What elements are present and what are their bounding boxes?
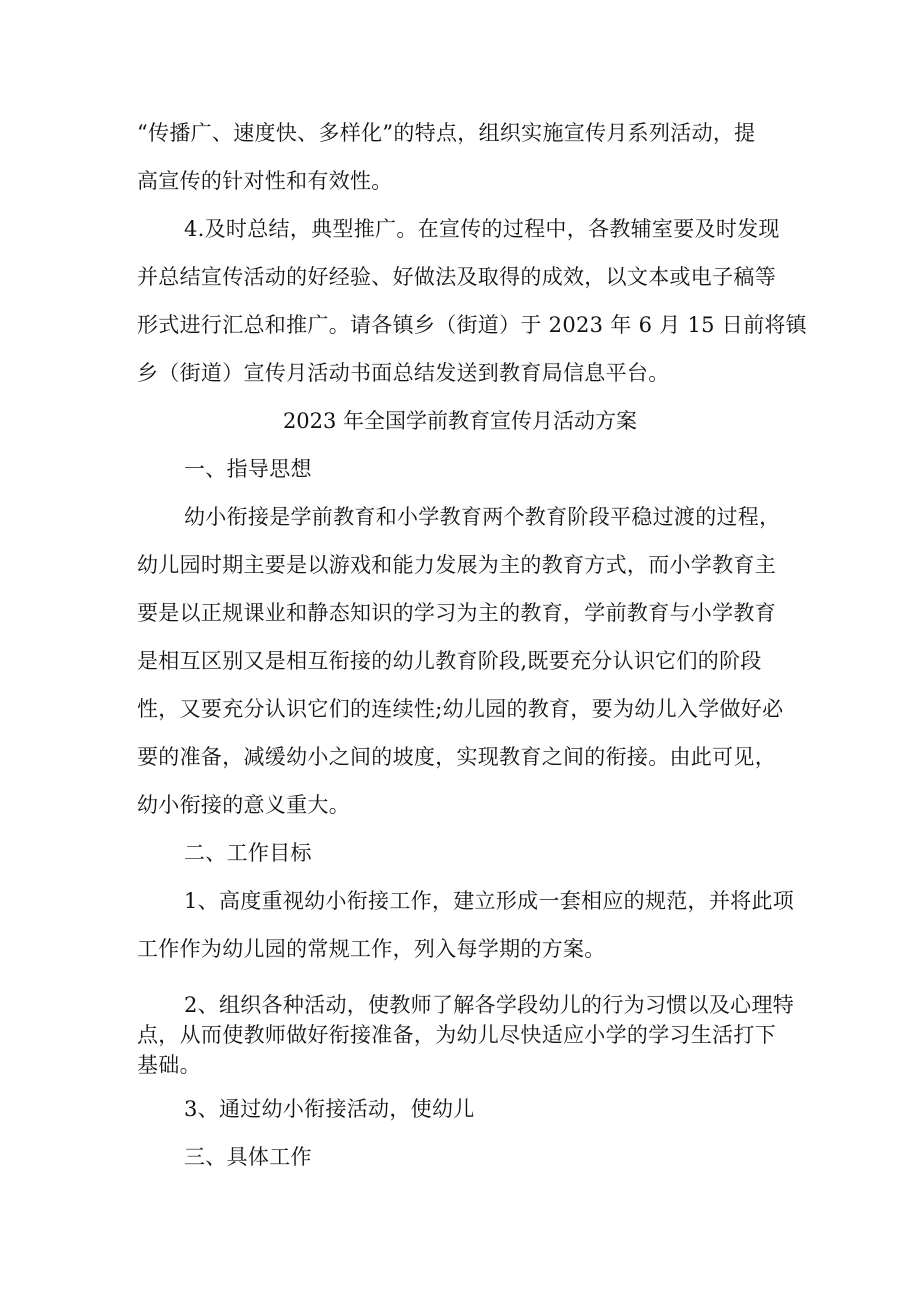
section-heading: 二、工作目标 [184,841,312,865]
paragraph-line: 形式进行汇总和推广。请各镇乡（街道）于 2023 年 6 月 15 日前将镇 [137,313,807,337]
paragraph-line: 高宣传的针对性和有效性。 [137,169,393,193]
paragraph-line: 是相互区别又是相互衔接的幼儿教育阶段,既要充分认识它们的阶段 [137,649,762,673]
paragraph-line: 3、通过幼小衔接活动，使幼儿 [184,1097,475,1121]
paragraph-line: 幼小衔接是学前教育和小学教育两个教育阶段平稳过渡的过程， [184,505,781,529]
paragraph-line: 并总结宣传活动的好经验、好做法及取得的成效，以文本或电子稿等 [137,265,776,289]
paragraph-line: 乡（街道）宣传月活动书面总结发送到教育局信息平台。 [137,361,670,385]
section-heading: 三、具体工作 [184,1145,312,1169]
paragraph-line: 幼儿园时期主要是以游戏和能力发展为主的教育方式，而小学教育主 [137,553,776,577]
paragraph-line: “传播广、速度快、多样化”的特点，组织实施宣传月系列活动，提 [137,121,756,145]
paragraph-line: 基础。 [137,1053,201,1077]
paragraph-line: 要是以正规课业和静态知识的学习为主的教育，学前教育与小学教育 [137,601,776,625]
paragraph-line: 工作作为幼儿园的常规工作，列入每学期的方案。 [137,937,606,961]
section-heading: 一、指导思想 [184,457,312,481]
paragraph-line: 点，从而使教师做好衔接准备，为幼儿尽快适应小学的学习生活打下 [137,1023,776,1047]
paragraph-line: 性，又要充分认识它们的连续性;幼儿园的教育，要为幼儿入学做好必 [137,697,784,721]
paragraph-line: 要的准备，减缓幼小之间的坡度，实现教育之间的衔接。由此可见， [137,745,776,769]
paragraph-line: 幼小衔接的意义重大。 [137,793,350,817]
section-title: 2023 年全国学前教育宣传月活动方案 [282,409,638,433]
paragraph-line: 2、组织各种活动，使教师了解各学段幼儿的行为习惯以及心理特 [184,993,795,1017]
paragraph-line: 4.及时总结，典型推广。在宣传的过程中，各教辅室要及时发现 [184,217,780,241]
paragraph-line: 1、高度重视幼小衔接工作，建立形成一套相应的规范，并将此项 [184,889,795,913]
